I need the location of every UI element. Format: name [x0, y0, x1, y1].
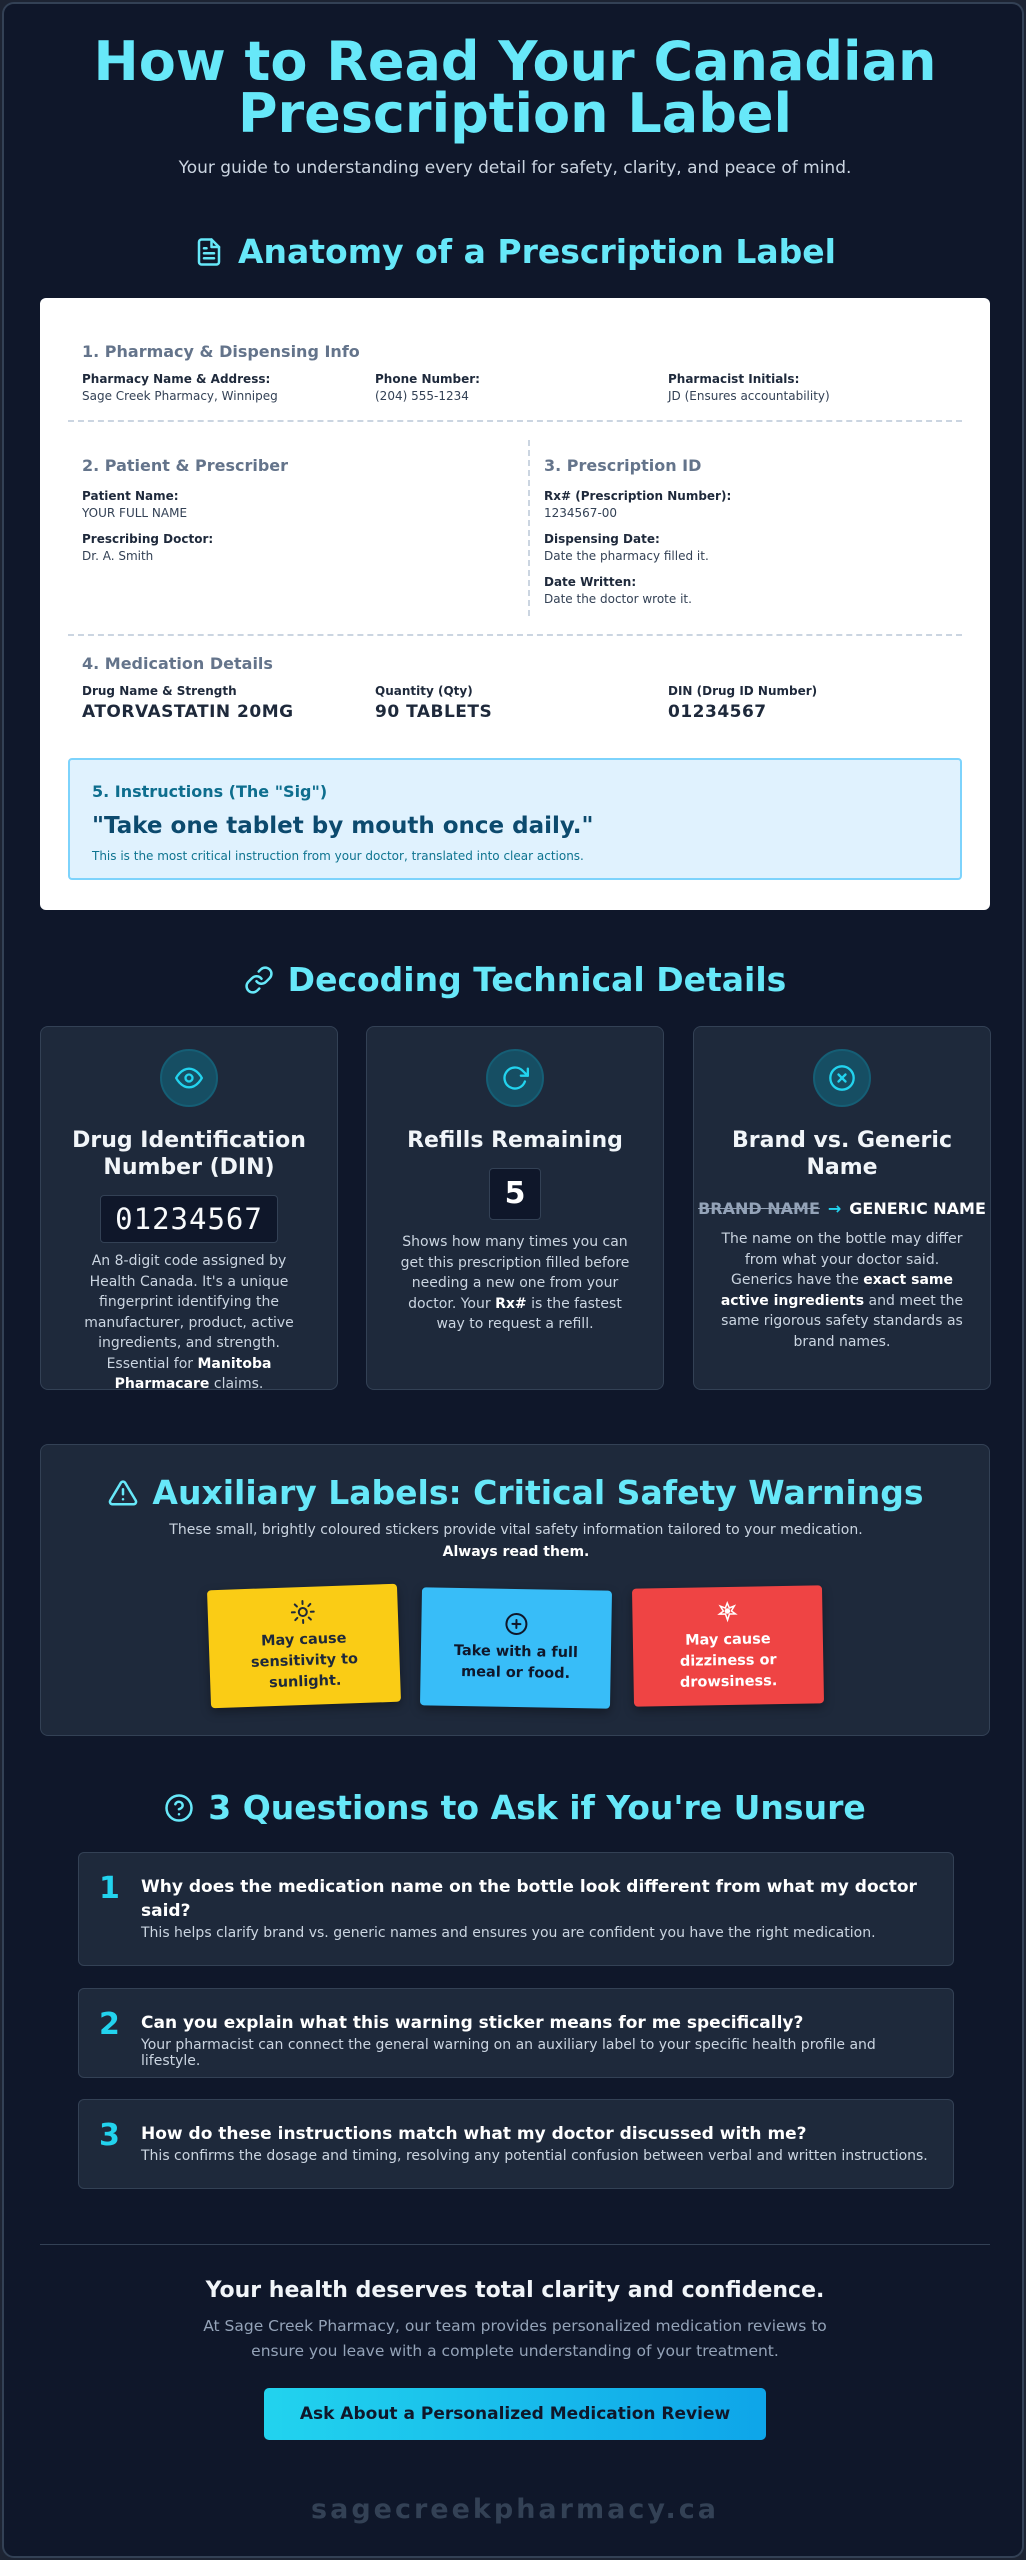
date-written-label: Date Written:: [544, 575, 637, 589]
refills-card-title: Refills Remaining: [407, 1128, 623, 1153]
title-line-1: How to Read Your Canadian: [93, 30, 937, 93]
refills-card-text: Shows how many times you can get this prescription filled before needing a new one from your doctor. Your Rx# is the fastest way to request a refill.: [400, 1234, 630, 1332]
date-written-value: Date the doctor wrote it.: [544, 592, 692, 606]
plus-circle-icon: [504, 1612, 528, 1636]
sun-icon: [290, 1599, 315, 1624]
meal-sticker: [420, 1587, 612, 1708]
document-icon: [194, 237, 224, 267]
instructions-quote: "Take one tablet by mouth once daily.": [92, 813, 594, 839]
pharmacy-phone-label: Phone Number:: [375, 372, 480, 386]
question-text: Your pharmacist can connect the general warning on an auxiliary label to your specific health profile and lifestyle.: [141, 2037, 876, 2069]
pharmacist-initials-label: Pharmacist Initials:: [668, 372, 800, 386]
question-title: Can you explain what this warning sticker means for me specifically?: [141, 2013, 804, 2033]
arrow-icon: →: [827, 1199, 842, 1218]
din-card-title: Drug Identification Number (DIN): [72, 1128, 306, 1180]
din-card-value: 01234567: [100, 1195, 278, 1243]
eye-icon: [175, 1064, 203, 1092]
generic-name-text: GENERIC NAME: [849, 1199, 986, 1218]
quantity-label: Quantity (Qty): [375, 684, 473, 698]
rx-number-label: Rx# (Prescription Number):: [544, 489, 732, 503]
x-circle-icon: [828, 1064, 856, 1092]
link-icon: [244, 965, 274, 995]
auxiliary-heading: [41, 1473, 991, 1512]
medication-section: [82, 654, 942, 673]
instructions-heading: 5. Instructions (The "Sig"): [92, 782, 328, 801]
question-text: This helps clarify brand vs. generic names and ensures you are confident you have the right medication.: [141, 1925, 876, 1941]
doctor-label: Prescribing Doctor:: [82, 532, 214, 546]
divider: [68, 634, 962, 636]
doctor-value: Dr. A. Smith: [82, 549, 154, 563]
warning-triangle-icon: [108, 1478, 138, 1508]
quantity-value: 90 TABLETS: [375, 702, 493, 722]
prescription-label-card: [40, 298, 990, 910]
instructions-box: [68, 758, 962, 880]
dizziness-sticker-text: May cause dizziness or drowsiness.: [679, 1630, 778, 1691]
pharmacy-section: [82, 342, 942, 361]
page-subtitle: Your guide to understanding every detail for safety, clarity, and peace of mind.: [178, 158, 852, 178]
din-label: DIN (Drug ID Number): [668, 684, 818, 698]
dispensing-date-label: Dispensing Date:: [544, 532, 660, 546]
pharmacy-name-field: [82, 372, 362, 403]
instructions-note: This is the most critical instruction from your doctor, translated into clear actions.: [92, 849, 584, 863]
divider: [68, 420, 962, 422]
brand-generic-card: [693, 1026, 991, 1390]
anatomy-heading-text: Anatomy of a Prescription Label: [237, 232, 836, 271]
rx-number-value: 1234567-00: [544, 506, 618, 520]
medication-review-button[interactable]: Ask About a Personalized Medication Review: [264, 2388, 766, 2440]
rx-heading: 3. Prescription ID: [544, 456, 702, 475]
question-card: [78, 2099, 954, 2189]
brand-generic-card-text: The name on the bottle may differ from what your doctor said. Generics have the exact same active ingredients and meet the same rigorous safety standards as brand names.: [720, 1231, 964, 1350]
pharmacist-initials-field: [668, 372, 948, 403]
page: [2, 2, 1024, 2558]
drug-name-label: Drug Name & Strength: [82, 684, 237, 698]
din-card: [40, 1026, 338, 1390]
pharmacy-phone-field: [375, 372, 655, 403]
question-title: Why does the medication name on the bottle look different from what my doctor said?: [141, 1877, 917, 1921]
din-field: [668, 684, 948, 722]
question-text: This confirms the dosage and timing, resolving any potential confusion between verbal and written instructions.: [141, 2148, 928, 2164]
sunlight-sticker: [207, 1584, 401, 1709]
footer-heading: Your health deserves total clarity and confidence.: [205, 2278, 825, 2303]
footer-domain: sagecreekpharmacy.ca: [311, 2494, 719, 2525]
brand-generic-line: [694, 1197, 990, 1221]
brand-name-text: BRAND NAME: [698, 1199, 820, 1218]
sunlight-sticker-text: May cause sensitivity to sunlight.: [250, 1630, 359, 1691]
question-card: [78, 1852, 954, 1966]
auxiliary-panel: [40, 1444, 990, 1736]
quantity-field: [375, 684, 655, 722]
drug-name-value: ATORVASTATIN 20MG: [82, 702, 294, 722]
pharmacist-initials-value: JD (Ensures accountability): [668, 389, 830, 403]
question-number: 3: [99, 2118, 120, 2153]
auxiliary-description: These small, brightly coloured stickers provide vital safety information tailored to your medication. Always read them.: [169, 1522, 863, 1560]
medication-heading: 4. Medication Details: [82, 654, 273, 673]
din-value: 01234567: [668, 702, 767, 722]
patient-name-value: YOUR FULL NAME: [82, 506, 188, 520]
auxiliary-heading-text: Auxiliary Labels: Critical Safety Warnings: [152, 1473, 924, 1512]
vertical-divider: [528, 440, 530, 616]
title-line-2: Prescription Label: [237, 82, 793, 145]
din-card-icon-wrap: [160, 1049, 218, 1107]
question-title: How do these instructions match what my doctor discussed with me?: [141, 2124, 807, 2144]
din-card-text: An 8-digit code assigned by Health Canada. It's a unique fingerprint identifying the manufacturer, product, active ingredients, and strength. Essential for Manitoba Pharmacare claims.: [84, 1253, 294, 1392]
patient-name-label: Patient Name:: [82, 489, 179, 503]
pharmacy-phone-value: (204) 555-1234: [375, 389, 469, 403]
questions-heading-text: 3 Questions to Ask if You're Unsure: [208, 1788, 866, 1827]
question-card: [78, 1988, 954, 2078]
rx-section: [544, 456, 964, 606]
refresh-icon: [501, 1064, 529, 1092]
patient-heading: 2. Patient & Prescriber: [82, 456, 289, 475]
dizziness-sticker: [632, 1585, 824, 1706]
pharmacy-name-value: Sage Creek Pharmacy, Winnipeg: [82, 389, 278, 403]
meal-sticker-text: Take with a full meal or food.: [453, 1642, 579, 1682]
brand-generic-card-title: Brand vs. Generic Name: [732, 1128, 952, 1180]
refills-card: [366, 1026, 664, 1390]
patient-section: [82, 456, 502, 563]
drug-name-field: [82, 684, 362, 722]
pharmacy-name-label: Pharmacy Name & Address:: [82, 372, 271, 386]
refills-card-value: 5: [489, 1168, 541, 1220]
anatomy-heading: [4, 232, 1026, 271]
questions-heading: [4, 1788, 1026, 1827]
question-number: 2: [99, 2007, 120, 2042]
brand-generic-card-icon-wrap: [813, 1049, 871, 1107]
dizzy-icon: [715, 1599, 739, 1623]
pharmacy-heading: 1. Pharmacy & Dispensing Info: [82, 342, 360, 361]
decoding-heading: [4, 960, 1026, 999]
question-number: 1: [99, 1871, 120, 1906]
question-circle-icon: [164, 1793, 194, 1823]
decoding-heading-text: Decoding Technical Details: [287, 960, 787, 999]
refills-card-icon-wrap: [486, 1049, 544, 1107]
footer-divider: [40, 2244, 990, 2245]
dispensing-date-value: Date the pharmacy filled it.: [544, 549, 709, 563]
footer-text: At Sage Creek Pharmacy, our team provides personalized medication reviews to ensure you leave with a complete understanding of your treatment.: [203, 2317, 827, 2360]
page-title: [4, 30, 1026, 145]
